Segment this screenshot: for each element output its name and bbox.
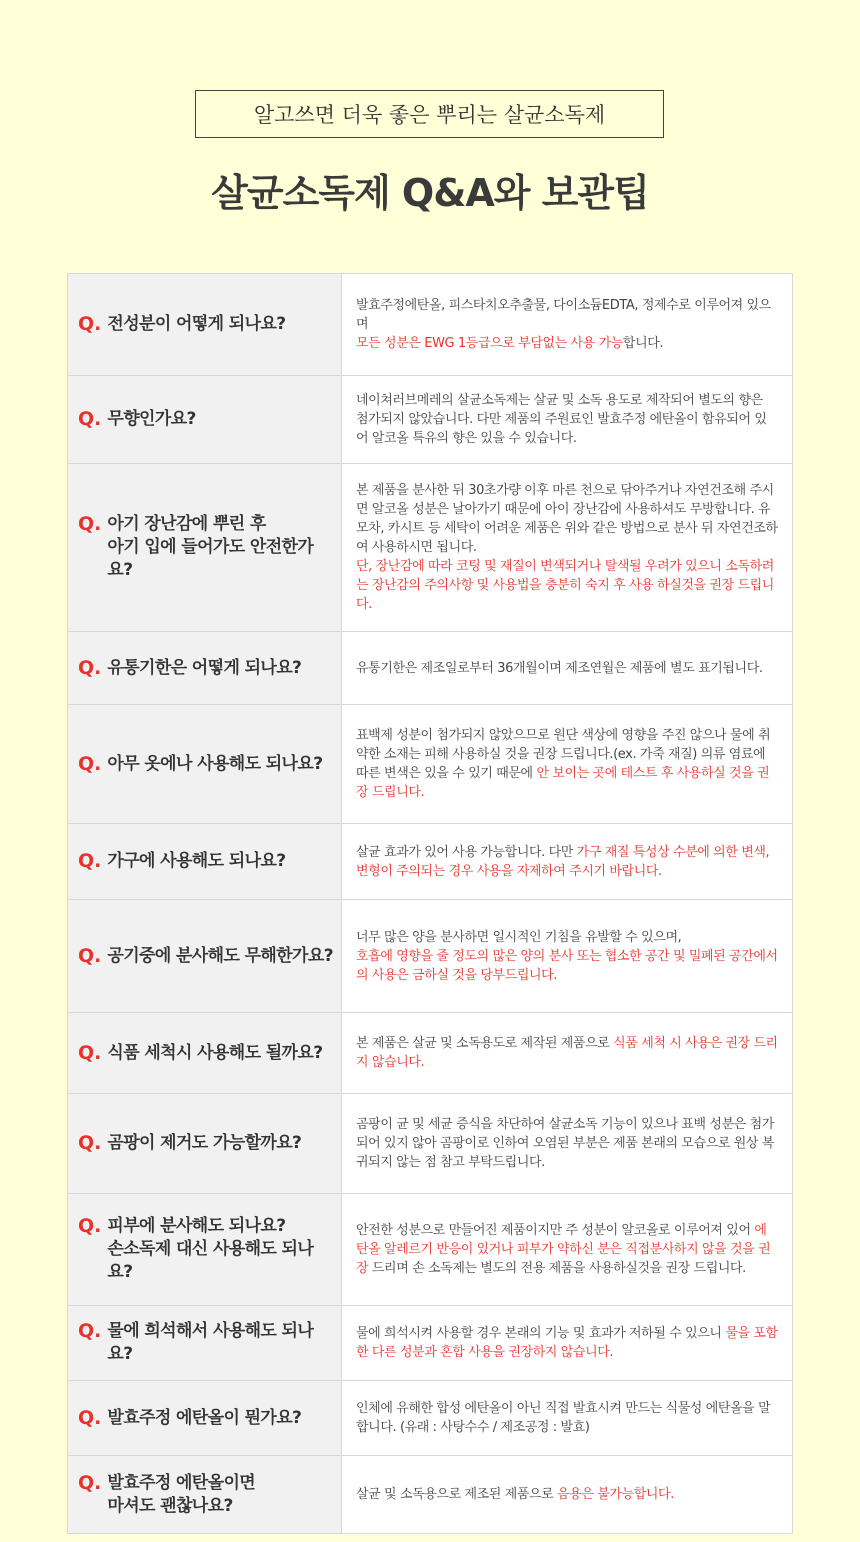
question-mark-label: Q.: [78, 1132, 102, 1154]
question-cell: [68, 705, 342, 823]
answer-text: 너무 많은 양을 분사하면 일시적인 기침을 유발할 수 있으며,: [356, 929, 682, 945]
answer-highlight: 에탄올 알레르기 반응이 있거나 피부가 약하신 분은 직접분사하지 않을 것을 권장: [356, 1223, 771, 1276]
question-text: 아기 장난감에 뿌린 후 아기 입에 들어가도 안전한가요?: [107, 514, 314, 580]
qa-table: [67, 273, 793, 1534]
answer-text: 곰팡이 균 및 세균 증식을 차단하여 살균소독 기능이 있으나 표백 성분은 첨가되어 있지 않아 곰팡이로 인하여 오염된 부분은 제품 본래의 모습으로 원상 복귀되지 않는 점 참고 부탁드립니다.: [356, 1117, 774, 1170]
question-cell: [68, 1456, 342, 1533]
answer-cell: [342, 1306, 792, 1380]
question-text: 식품 세척시 사용해도 될까요?: [107, 1042, 323, 1063]
answer-text: 물에 희석시켜 사용할 경우 본래의 기능 및 효과가 저하될 수 있으니: [356, 1326, 726, 1341]
qa-row: [68, 274, 792, 376]
answer-highlight: 모든 성분은 EWG 1등급으로 부담없는 사용 가능: [356, 336, 623, 351]
answer-paragraph: [356, 1399, 778, 1437]
answer-paragraph: [356, 481, 778, 557]
question-cell: [68, 1381, 342, 1455]
qa-row: [68, 1381, 792, 1456]
answer-cell: [342, 900, 792, 1012]
answer-cell: [342, 1094, 792, 1193]
question-cell: [68, 900, 342, 1012]
answer-paragraph: [356, 947, 778, 985]
answer-paragraph: [356, 928, 778, 947]
question-text: 가구에 사용해도 되나요?: [107, 851, 286, 871]
qa-row: [68, 1456, 792, 1533]
answer-text: 본 제품을 분사한 뒤 30초가량 이후 마른 천으로 닦아주거나 자연건조해 주시면 알코올 성분은 날아가기 때문에 아이 장난감에 사용하셔도 무방합니다. 유모차, 카시트 등 세탁이 어려운 제품은 위와 같은 방법으로 분사 뒤 자연건조하여 사용하시면 됩니다.: [356, 483, 778, 555]
answer-paragraph: [356, 659, 778, 678]
question-cell: [68, 464, 342, 631]
answer-paragraph: [356, 391, 778, 448]
question-mark-label: Q.: [78, 1320, 102, 1342]
question-cell: [68, 1094, 342, 1193]
qa-row: [68, 1194, 792, 1306]
answer-text: 합니다.: [622, 336, 664, 351]
answer-cell: [342, 824, 792, 899]
answer-highlight: 물을 포함한 다른 성분과 혼합 사용을 권장하지 않습니다.: [356, 1326, 778, 1360]
answer-paragraph: [356, 843, 778, 881]
qa-row: [68, 705, 792, 824]
question-mark-label: Q.: [78, 656, 102, 679]
answer-text: 인체에 유해한 합성 에탄올이 아닌 직접 발효시켜 만드는 식물성 에탄올을 말합니다. (유래 : 사탕수수 / 제조공정 : 발효): [356, 1401, 771, 1435]
question-mark-label: Q.: [78, 1041, 102, 1064]
answer-paragraph: [356, 1485, 778, 1504]
question-text: 공기중에 분사해도 무해한가요?: [107, 945, 333, 966]
answer-cell: [342, 1194, 792, 1305]
answer-highlight: 음용은 불가능합니다.: [557, 1487, 674, 1502]
question-mark-label: Q.: [78, 408, 102, 430]
answer-text: 살균 효과가 있어 사용 가능합니다. 다만: [356, 844, 577, 860]
question-text: 유통기한은 어떻게 되나요?: [107, 657, 302, 678]
answer-text: 유통기한은 제조일로부터 36개월이며 제조연월은 제품에 별도 표기됩니다.: [356, 660, 763, 676]
question-mark-label: Q.: [78, 1471, 102, 1494]
answer-text: 표백제 성분이 첨가되지 않았으므로 원단 색상에 영향을 주진 않으나 물에 취약한 소재는 피해 사용하실 것을 권장 드립니다.(ex. 가죽 재질) 의류 염료에 따른 변색은 있을 수 있기 때문에: [356, 728, 771, 781]
answer-highlight: 호흡에 영향을 줄 정도의 많은 양의 분사 또는 협소한 공간 및 밀폐된 공간에서의 사용은 금하실 것을 당부드립니다.: [356, 948, 778, 983]
qa-row: [68, 376, 792, 464]
qa-row: [68, 1013, 792, 1094]
question-mark-label: Q.: [78, 944, 102, 967]
answer-highlight: 식품 세척 시 사용은 권장 드리지 않습니다.: [356, 1036, 778, 1070]
answer-text: 살균 및 소독용으로 제조된 제품으로: [356, 1487, 558, 1502]
question-cell: [68, 1013, 342, 1093]
question-mark-label: Q.: [78, 752, 102, 775]
question-mark-label: Q.: [78, 1215, 102, 1237]
question-mark-label: Q.: [78, 850, 102, 872]
question-cell: [68, 376, 342, 463]
answer-cell: [342, 464, 792, 631]
question-text: 물에 희석해서 사용해도 되나요?: [107, 1321, 314, 1364]
question-cell: [68, 274, 342, 375]
question-mark-label: Q.: [78, 513, 102, 535]
answer-paragraph: [356, 1034, 778, 1072]
answer-cell: [342, 1456, 792, 1533]
answer-paragraph: [356, 334, 778, 353]
question-cell: [68, 1194, 342, 1305]
subtitle: 알고쓰면 더욱 좋은 뿌리는 살균소독제: [253, 103, 606, 127]
answer-paragraph: [356, 557, 778, 614]
answer-cell: [342, 705, 792, 823]
answer-cell: [342, 376, 792, 463]
answer-highlight: 가구 재질 특성상 수분에 의한 변색, 변형이 주의되는 경우 사용을 자제하여 주시기 바랍니다.: [356, 844, 770, 879]
qa-row: [68, 900, 792, 1013]
answer-cell: [342, 632, 792, 704]
question-cell: [68, 824, 342, 899]
question-text: 무향인가요?: [107, 409, 196, 429]
page-title: 살균소독제 Q&A와 보관팁: [211, 171, 649, 215]
header: [0, 0, 860, 273]
question-mark-label: Q.: [78, 1406, 102, 1429]
question-cell: [68, 1306, 342, 1380]
question-text: 피부에 분사해도 되나요? 손소독제 대신 사용해도 되나요?: [107, 1216, 314, 1282]
answer-paragraph: [356, 726, 778, 802]
answer-text: 드리며 손 소독제는 별도의 전용 제품을 사용하실것을 권장 드립니다.: [368, 1261, 746, 1276]
question-text: 아무 옷에나 사용해도 되나요?: [107, 753, 323, 774]
question-text: 발효주정 에탄올이면 마셔도 괜찮나요?: [107, 1472, 256, 1516]
answer-paragraph: [356, 1115, 778, 1172]
answer-highlight: 안 보이는 곳에 테스트 후 사용하실 것을 권장 드립니다.: [356, 766, 770, 800]
question-text: 곰팡이 제거도 가능할까요?: [107, 1133, 302, 1153]
subtitle-box: [195, 90, 664, 138]
answer-highlight: 단, 장난감에 따라 코팅 및 재질이 변색되거나 탈색될 우려가 있으니 소독하려는 장난감의 주의사항 및 사용법을 충분히 숙지 후 사용 하실것을 권장 드립니다.: [356, 559, 774, 612]
answer-cell: [342, 274, 792, 375]
answer-paragraph: [356, 1221, 778, 1278]
answer-cell: [342, 1013, 792, 1093]
question-text: 전성분이 어떻게 되나요?: [107, 314, 286, 334]
qa-row: [68, 464, 792, 632]
question-cell: [68, 632, 342, 704]
answer-cell: [342, 1381, 792, 1455]
question-text: 발효주정 에탄올이 뭔가요?: [107, 1407, 302, 1428]
qa-row: [68, 1306, 792, 1381]
qa-row: [68, 632, 792, 705]
answer-paragraph: [356, 1324, 778, 1362]
answer-text: 본 제품은 살균 및 소독용도로 제작된 제품으로: [356, 1036, 614, 1051]
answer-text: 네이쳐러브메레의 살균소독제는 살균 및 소독 용도로 제작되어 별도의 향은 첨가되지 않았습니다. 다만 제품의 주원료인 발효주정 에탄올이 함유되어 있어 알코올 특유의 향은 있을 수 있습니다.: [356, 393, 767, 446]
qa-row: [68, 1094, 792, 1194]
answer-paragraph: [356, 296, 778, 334]
answer-text: 안전한 성분으로 만들어진 제품이지만 주 성분이 알코올로 이루어져 있어: [356, 1223, 755, 1238]
answer-text: 발효주정에탄올, 피스타치오추출물, 다이소듐EDTA, 정제수로 이루어져 있으며: [356, 298, 771, 332]
question-mark-label: Q.: [78, 313, 102, 335]
qa-row: [68, 824, 792, 900]
